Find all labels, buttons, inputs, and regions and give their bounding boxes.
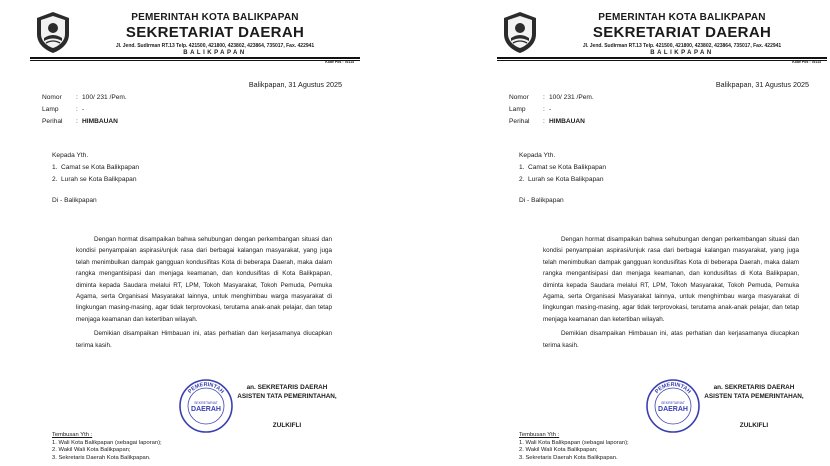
meta-key: Perihal [42, 118, 63, 125]
cc-label: Tembusan Yth : [519, 432, 560, 438]
recipient-text: Lurah se Kota Balikpapan [528, 176, 604, 183]
letter-body [76, 234, 332, 351]
letter-body [543, 234, 799, 351]
recipient-label: Kepada Yth. [519, 152, 556, 159]
signature-name: ZULKIFLI [739, 422, 769, 429]
recipient-place: Di - Balikpapan [52, 197, 97, 204]
stamp-text-top: PEMERINTAH [654, 381, 692, 395]
cc-item: 2. Wakil Wali Kota Balikpapan; [519, 447, 598, 453]
signature-block [689, 383, 819, 430]
body-paragraph: Dengan hormat disampaikan bahwa sehubungan dengan perkembangan situasi dan kondisi penyampaian aspirasi/unjuk rasa dari berbagai kalangan masyarakat, yang juga telah menimbulkan dampak gangguan kondusifitas Kota di beberapa Daerah, maka dalam rangka mengantisipasi dan menjaga keamanan, dan kondusifitas di Kota Balikpapan, diminta kepada Saudara melalui RT, LPM, Tokoh Masyarakat, Tokoh Pemuda, Pemuka Agama, serta Organisasi Masyarakat lainnya, untuk menghimbau warga masyarakat di lingkungan masing-masing, agar tidak terprovokasi, terutama anak-anak pelajar, dan tetap menjaga keamanan dan ketertiban wilayah. [76, 236, 332, 323]
cc-list [519, 440, 629, 463]
recipient-label: Kepada Yth. [52, 152, 89, 159]
cc-item: 3. Sekretaris Daerah Kota Balikpapan. [52, 454, 151, 461]
body-paragraph: Demikian disampaikan Himbauan ini, atas perhatian dan kerjasamanya diucapkan terima kasih. [543, 330, 799, 349]
meta-colon: : [543, 118, 545, 125]
recipient-number: 2. [52, 176, 58, 183]
meta-value: 100/ 231 /Pem. [549, 94, 594, 101]
signature-title-1: an. SEKRETARIS DAERAH [246, 384, 328, 391]
header-rule [30, 57, 360, 59]
meta-value: HIMBAUAN [549, 118, 585, 125]
letterhead-address: Jl. Jend. Sudirman RT.13 Telp. 421500, 421800, 423802, 423864, 735017, Fax. 422941 [115, 43, 315, 49]
postal-code: Kode Pos : 76114 [792, 60, 821, 64]
recipient-number: 1. [52, 164, 58, 171]
cc-item: 2. Wakil Wali Kota Balikpapan; [52, 447, 131, 453]
cc-list [52, 440, 162, 463]
meta-colon: : [76, 94, 78, 101]
stamp-text-main: DAERAH [658, 406, 688, 413]
meta-row [42, 104, 127, 116]
meta-row [509, 104, 594, 116]
meta-row [42, 92, 127, 104]
meta-value: - [549, 106, 552, 113]
meta-key: Perihal [509, 118, 530, 125]
letterhead-office: SEKRETARIAT DAERAH [592, 24, 772, 41]
meta-key: Nomor [42, 94, 62, 101]
letter-date: Balikpapan, 31 Agustus 2025 [248, 80, 342, 89]
cc-item: 3. Sekretaris Daerah Kota Balikpapan. [519, 454, 618, 461]
meta-value: 100/ 231 /Pem. [82, 94, 127, 101]
letter-meta [42, 92, 127, 128]
stamp-text-main: DAERAH [191, 406, 221, 413]
city-emblem-icon [501, 10, 539, 54]
meta-colon: : [543, 106, 545, 113]
cc-block [52, 432, 162, 462]
signature-title-1: an. SEKRETARIS DAERAH [713, 384, 795, 391]
recipient-item [519, 162, 606, 174]
recipient-block [52, 150, 139, 207]
recipient-list [52, 162, 139, 186]
recipient-item [52, 174, 139, 186]
meta-value: - [82, 106, 85, 113]
city-emblem-icon [34, 10, 72, 54]
stamp-text-mid: SEKRETARIAT [661, 401, 685, 405]
cc-label: Tembusan Yth : [52, 432, 93, 438]
letterhead-city: BALIKPAPAN [183, 50, 247, 56]
signature-title-2: ASISTEN TATA PEMERINTAHAN, [704, 393, 804, 400]
recipient-text: Camat se Kota Balikpapan [61, 164, 140, 171]
letter-right [497, 0, 827, 466]
header-rule-thin [497, 60, 827, 61]
recipient-item [519, 174, 606, 186]
meta-key: Lamp [509, 106, 526, 113]
body-paragraph: Dengan hormat disampaikan bahwa sehubungan dengan perkembangan situasi dan kondisi penyampaian aspirasi/unjuk rasa dari berbagai kalangan masyarakat, yang juga telah menimbulkan dampak gangguan kondusifitas Kota di beberapa Daerah, maka dalam rangka mengantisipasi dan menjaga keamanan, dan kondusifitas di Kota Balikpapan, diminta kepada Saudara melalui RT, LPM, Tokoh Masyarakat, Tokoh Pemuda, Pemuka Agama, serta Organisasi Masyarakat lainnya, untuk menghimbau warga masyarakat di lingkungan masing-masing, agar tidak terprovokasi, terutama anak-anak pelajar, dan tetap menjaga keamanan dan ketertiban wilayah. [543, 236, 799, 323]
recipient-number: 1. [519, 164, 525, 171]
letterhead-address: Jl. Jend. Sudirman RT.13 Telp. 421500, 421800, 423802, 423864, 735017, Fax. 422941 [582, 43, 782, 49]
recipient-item [52, 162, 139, 174]
stamp-text-mid: SEKRETARIAT [194, 401, 218, 405]
meta-colon: : [76, 118, 78, 125]
letter-date: Balikpapan, 31 Agustus 2025 [715, 80, 809, 89]
letterhead-text [80, 12, 350, 56]
header-rule [497, 57, 827, 59]
letterhead [30, 0, 360, 70]
letterhead-government: PEMERINTAH KOTA BALIKPAPAN [131, 12, 299, 23]
recipient-text: Camat se Kota Balikpapan [528, 164, 607, 171]
letterhead-text [547, 12, 817, 56]
meta-colon: : [543, 94, 545, 101]
letterhead-government: PEMERINTAH KOTA BALIKPAPAN [598, 12, 766, 23]
recipient-list [519, 162, 606, 186]
stamp-text-top: PEMERINTAH [187, 381, 225, 395]
meta-colon: : [76, 106, 78, 113]
postal-code: Kode Pos : 76114 [325, 60, 354, 64]
recipient-block [519, 150, 606, 207]
cc-block [519, 432, 629, 462]
header-rule-thin [30, 60, 360, 61]
recipient-number: 2. [519, 176, 525, 183]
meta-row [42, 116, 127, 128]
meta-row [509, 116, 594, 128]
signature-title-2: ASISTEN TATA PEMERINTAHAN, [237, 393, 337, 400]
recipient-place: Di - Balikpapan [519, 197, 564, 204]
letterhead-office: SEKRETARIAT DAERAH [125, 24, 305, 41]
signature-block [222, 383, 352, 430]
body-paragraph: Demikian disampaikan Himbauan ini, atas perhatian dan kerjasamanya diucapkan terima kasih. [76, 330, 332, 349]
cc-item: 1. Wali Kota Balikpapan (sebagai laporan); [519, 439, 629, 446]
meta-key: Lamp [42, 106, 59, 113]
letterhead-city: BALIKPAPAN [650, 50, 714, 56]
letter-left [30, 0, 360, 466]
meta-row [509, 92, 594, 104]
signature-name: ZULKIFLI [272, 422, 302, 429]
recipient-text: Lurah se Kota Balikpapan [61, 176, 137, 183]
letter-meta [509, 92, 594, 128]
cc-item: 1. Wali Kota Balikpapan (sebagai laporan); [52, 439, 162, 446]
meta-key: Nomor [509, 94, 529, 101]
meta-value: HIMBAUAN [82, 118, 118, 125]
letterhead [497, 0, 827, 70]
